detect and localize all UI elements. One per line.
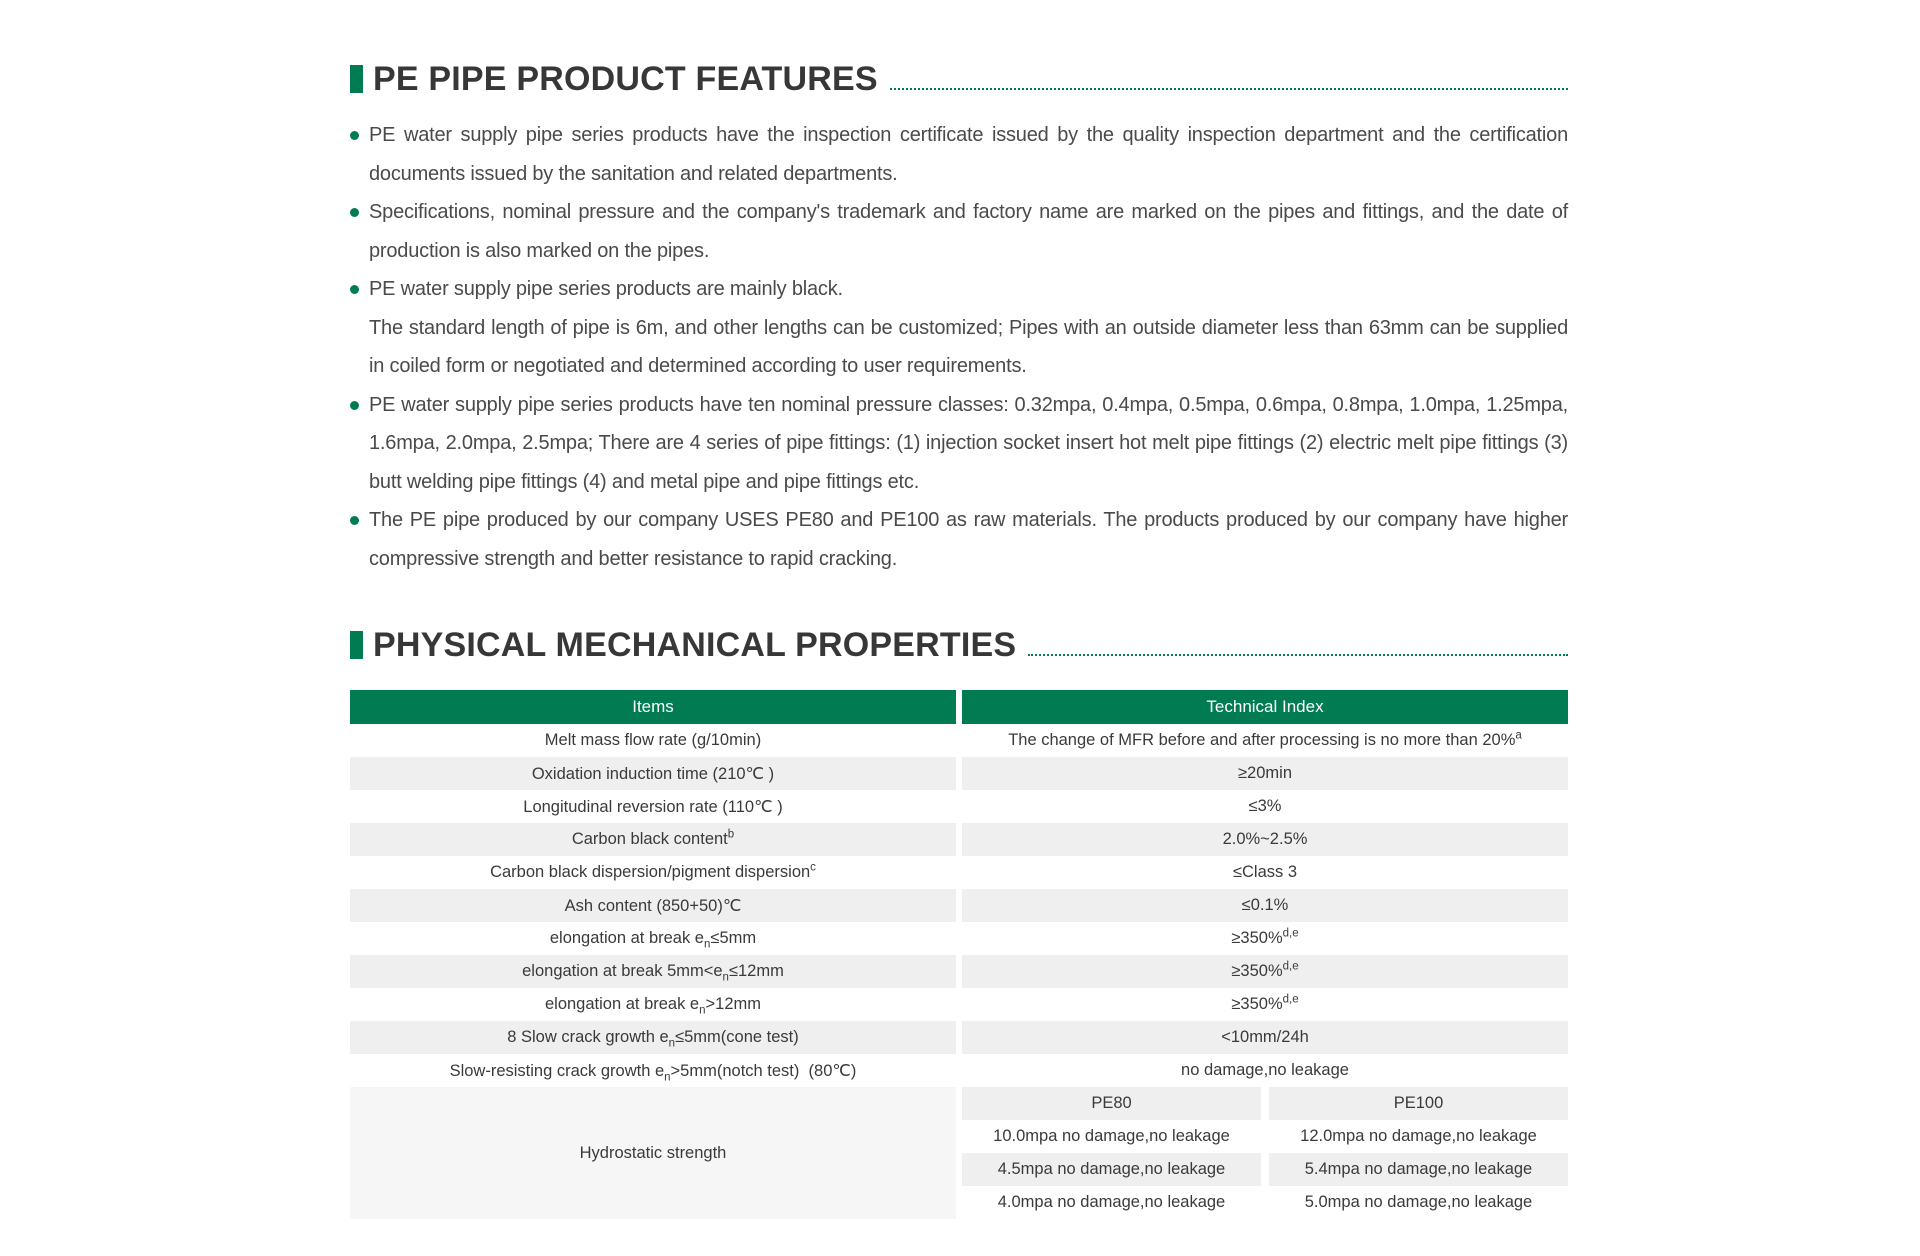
bullet-icon (350, 131, 359, 140)
index-cell: ≥350%$^{d,e}$ (962, 922, 1568, 955)
index-cell: ≥20min (962, 757, 1568, 790)
table-row (350, 790, 1568, 823)
index-cell: no damage,no leakage (962, 1054, 1568, 1087)
pe80-value-cell: 4.5mpa no damage,no leakage (962, 1153, 1261, 1186)
item-cell: elongation at break $5mm<e_n\le 12mm$ (350, 955, 956, 988)
feature-item (350, 116, 1568, 193)
item-cell: Melt mass flow rate (g/10min) (350, 724, 956, 757)
item-cell: Ash content (850+50)℃ (350, 889, 956, 922)
table-row (350, 1054, 1568, 1087)
feature-item (350, 270, 1568, 386)
index-cell: ≥350%$^{d,e}$ (962, 955, 1568, 988)
hydrostatic-label: Hydrostatic strength (579, 1143, 727, 1162)
table-header-technical-index: Technical Index (962, 690, 1568, 724)
item-cell: Oxidation induction time (210℃ ) (350, 757, 956, 790)
bullet-icon (350, 401, 359, 410)
feature-item (350, 386, 1568, 502)
pe100-value-cell: 5.0mpa no damage,no leakage (1269, 1186, 1568, 1219)
feature-item (350, 193, 1568, 270)
index-cell: ≥350%$^{d,e}$ (962, 988, 1568, 1021)
feature-text: Specifications, nominal pressure and the company's trademark and factory name are marked on the pipes and fittings, and the date of production is also marked on the pipes. (369, 201, 1568, 262)
item-cell: 8 Slow crack growth $e_n\le 5mm(cone$ test) (350, 1021, 956, 1054)
feature-text: PE water supply pipe series products are mainly black. (369, 278, 843, 300)
table-row (350, 889, 1568, 922)
section-accent-bar (350, 631, 363, 659)
table-header-items: Items (350, 690, 956, 724)
table-row (350, 757, 1568, 790)
table-row (350, 988, 1568, 1021)
index-cell: ≤0.1% (962, 889, 1568, 922)
feature-item (350, 501, 1568, 578)
index-cell: The change of MFR before and after processing is no more than 20%$^a$ (962, 724, 1568, 757)
pe80-value-cell: 4.0mpa no damage,no leakage (962, 1186, 1261, 1219)
content-column (350, 62, 1568, 1219)
dotted-leader (1028, 654, 1568, 656)
table-row (350, 823, 1568, 856)
pe100-value-cell: 5.4mpa no damage,no leakage (1269, 1153, 1568, 1186)
item-cell: Carbon black content$^b$ (350, 823, 956, 856)
table-row (350, 955, 1568, 988)
hydrostatic-grid (962, 1087, 1568, 1219)
index-cell: ≤3% (962, 790, 1568, 823)
item-cell: elongation at break $e_n>12mm$ (350, 988, 956, 1021)
hydrostatic-block (350, 1087, 1568, 1219)
table-row (350, 1021, 1568, 1054)
pe80-header-cell: PE80 (962, 1087, 1261, 1120)
features-section-title: PE PIPE PRODUCT FEATURES (373, 60, 878, 98)
table-header-row (350, 690, 1568, 724)
feature-text: PE water supply pipe series products have ten nominal pressure classes: 0.32mpa, 0.4mpa, 0.5mpa, 0.6mpa, 0.8mpa, 1.0mpa, 1.25mpa, 1.6mpa, 2.0mpa, 2.5mpa; There are 4 series of pipe fittings: (1) injection socket insert hot melt pipe fittings (2) electric melt pipe fittings (3) butt welding pipe fittings (4) and metal pipe and pipe fittings etc. (369, 393, 1568, 493)
section-accent-bar (350, 65, 363, 93)
pe100-value-cell: 12.0mpa no damage,no leakage (1269, 1120, 1568, 1153)
index-cell: 2.0%~2.5% (962, 823, 1568, 856)
table-row (350, 856, 1568, 889)
feature-text: The PE pipe produced by our company USES PE80 and PE100 as raw materials. The products produced by our company have higher compressive strength and better resistance to rapid cracking. (369, 509, 1568, 570)
pe80-value-cell: 10.0mpa no damage,no leakage (962, 1120, 1261, 1153)
bullet-icon (350, 516, 359, 525)
bullet-icon (350, 208, 359, 217)
bullet-icon (350, 285, 359, 294)
table-row (350, 922, 1568, 955)
properties-table (350, 690, 1568, 1219)
properties-section-title: PHYSICAL MECHANICAL PROPERTIES (373, 626, 1017, 664)
feature-text: The standard length of pipe is 6m, and other lengths can be customized; Pipes with an outside diameter less than 63mm can be supplied in coiled form or negotiated and determined according to user requirements. (369, 316, 1568, 377)
table-row (350, 724, 1568, 757)
dotted-leader (890, 88, 1568, 90)
item-cell: elongation at break $e_n\le 5mm$ (350, 922, 956, 955)
features-list (350, 116, 1568, 578)
index-cell: ≤Class 3 (962, 856, 1568, 889)
properties-section-header (350, 628, 1568, 662)
feature-text: PE water supply pipe series products have the inspection certificate issued by the quality inspection department and the certification documents issued by the sanitation and related departments. (369, 124, 1568, 185)
item-cell: Longitudinal reversion rate (110℃ ) (350, 790, 956, 823)
pe100-header-cell: PE100 (1269, 1087, 1568, 1120)
index-cell: <10mm/24h (962, 1021, 1568, 1054)
hydrostatic-label-cell (350, 1087, 956, 1219)
table-body (350, 724, 1568, 1087)
features-section-header (350, 62, 1568, 96)
item-cell: Carbon black dispersion/pigment dispersion$^c$ (350, 856, 956, 889)
item-cell: Slow-resisting crack growth $e_n>5mm(notch$ test) (80℃) (350, 1054, 956, 1087)
